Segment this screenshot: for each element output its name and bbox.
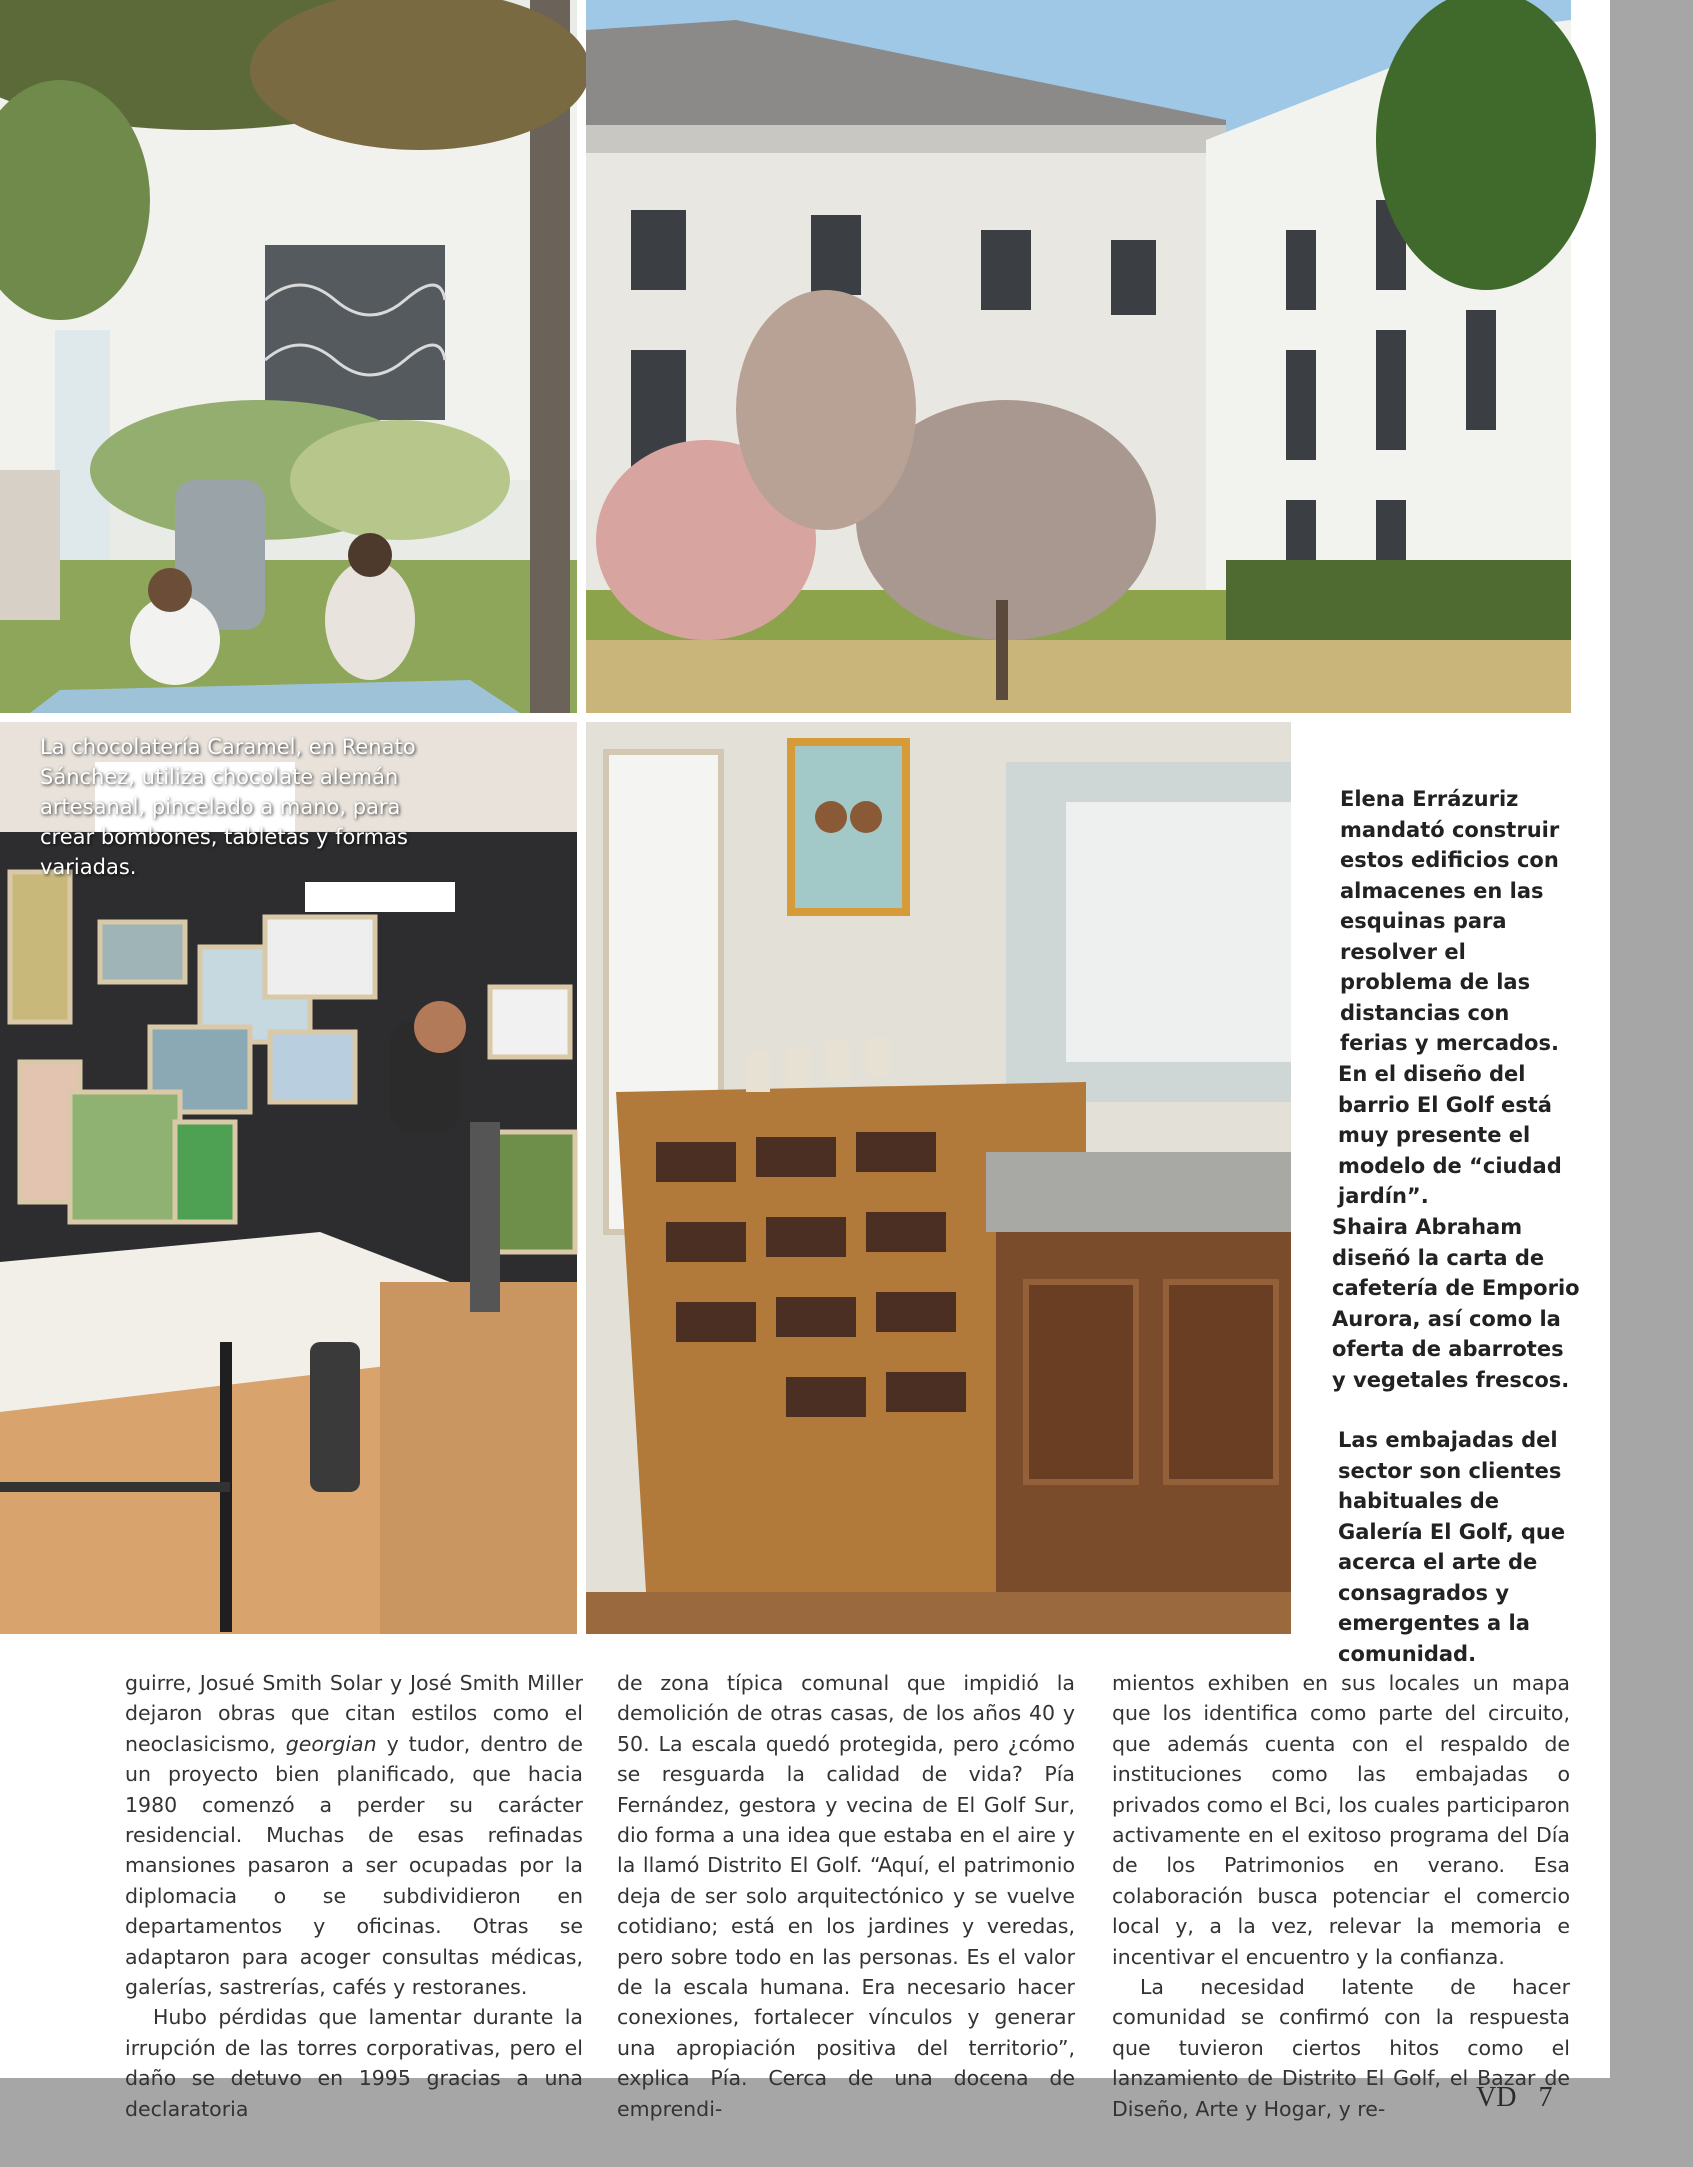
body-column-3 <box>1112 1668 1570 2124</box>
body-paragraph: La necesidad latente de hacer comunidad se confirmó con la respuesta que tuvieron ciertos hitos como el lanzamiento de Distrito El Golf, el Bazar de Diseño, Arte y Hogar, y re- <box>1112 1975 1570 2121</box>
photo-building-facade <box>586 0 1571 713</box>
body-paragraph <box>125 1668 583 2002</box>
body-column-2 <box>617 1668 1075 2124</box>
body-text: guirre, Josué Smith Solar y José Smith Miller dejaron obras que citan estilos como el neoclasicismo, <box>125 1671 583 1756</box>
magazine-name: VD <box>1476 2082 1517 2113</box>
side-note: En el diseño del barrio El Golf está muy presente el modelo de “ciudad jardín”. <box>1338 1062 1562 1208</box>
body-text-italic: georgian <box>285 1731 377 1756</box>
side-note: Shaira Abraham diseñó la carta de cafetería de Emporio Aurora, así como la oferta de abarrotes y vegetales frescos. <box>1332 1215 1580 1392</box>
photo-caption-chocolate: La chocolatería Caramel, en Renato Sánchez, utiliza chocolate alemán artesanal, pincelado a mano, para crear bombones, tabletas y formas variadas. <box>40 735 416 879</box>
body-paragraph: de zona típica comunal que impidió la demolición de otras casas, de los años 40 y 50. La escala quedó protegida, pero ¿cómo se resguarda la calidad de vida? Pía Fernández, gestora y vecina de El Golf Sur, dio forma a una idea que estaba en el aire y la llamó Distrito El Golf. “Aquí, el patrimonio deja de ser solo arquitectónico y se vuelve cotidiano; está en los jardines y veredas, pero sobre todo en las personas. Es el valor de la escala humana. Era necesario hacer conexiones, fortalecer vínculos y generar una apropiación positiva del territorio”, explica Pía. Cerca de una docena de emprendi- <box>617 1671 1075 2121</box>
page-folio <box>1476 2082 1552 2114</box>
body-column-1 <box>125 1668 583 2124</box>
side-note: Elena Errázuriz mandató construir estos edificios con almacenes en las esquinas para resolver el problema de las distancias con ferias y mercados. <box>1340 787 1560 1055</box>
photo-garden-picnic <box>0 0 577 713</box>
photo-chocolate-shop <box>586 722 1291 1634</box>
body-paragraph: Hubo pérdidas que lamentar durante la irrupción de las torres corporativas, pero el daño se detuvo en 1995 gracias a una declaratoria <box>125 2005 583 2121</box>
side-note: Las embajadas del sector son clientes habituales de Galería El Golf, que acerca el arte de consagrados y emergentes a la comunidad. <box>1338 1428 1566 1666</box>
page-number: 7 <box>1538 2082 1553 2113</box>
body-paragraph: mientos exhiben en sus locales un mapa que los identifica como parte del circuito, que además cuenta con el respaldo de instituciones como las embajadas o privados como el Bci, los cuales participaron activamente en el exitoso programa del Día de los Patrimonios en verano. Esa colaboración busca potenciar el comercio local y, a la vez, relevar la memoria e incentivar el encuentro y la confianza. <box>1112 1671 1570 1969</box>
body-text: y tudor, dentro de un proyecto bien planificado, que hacia 1980 comenzó a perder su carácter residencial. Muchas de esas refinadas mansiones pasaron a ser ocupadas por la diplomacia o se subdividieron en departamentos y oficinas. Otras se adaptaron para acoger consultas médicas, galerías, sastrerías, cafés y restoranes. <box>125 1731 583 2000</box>
